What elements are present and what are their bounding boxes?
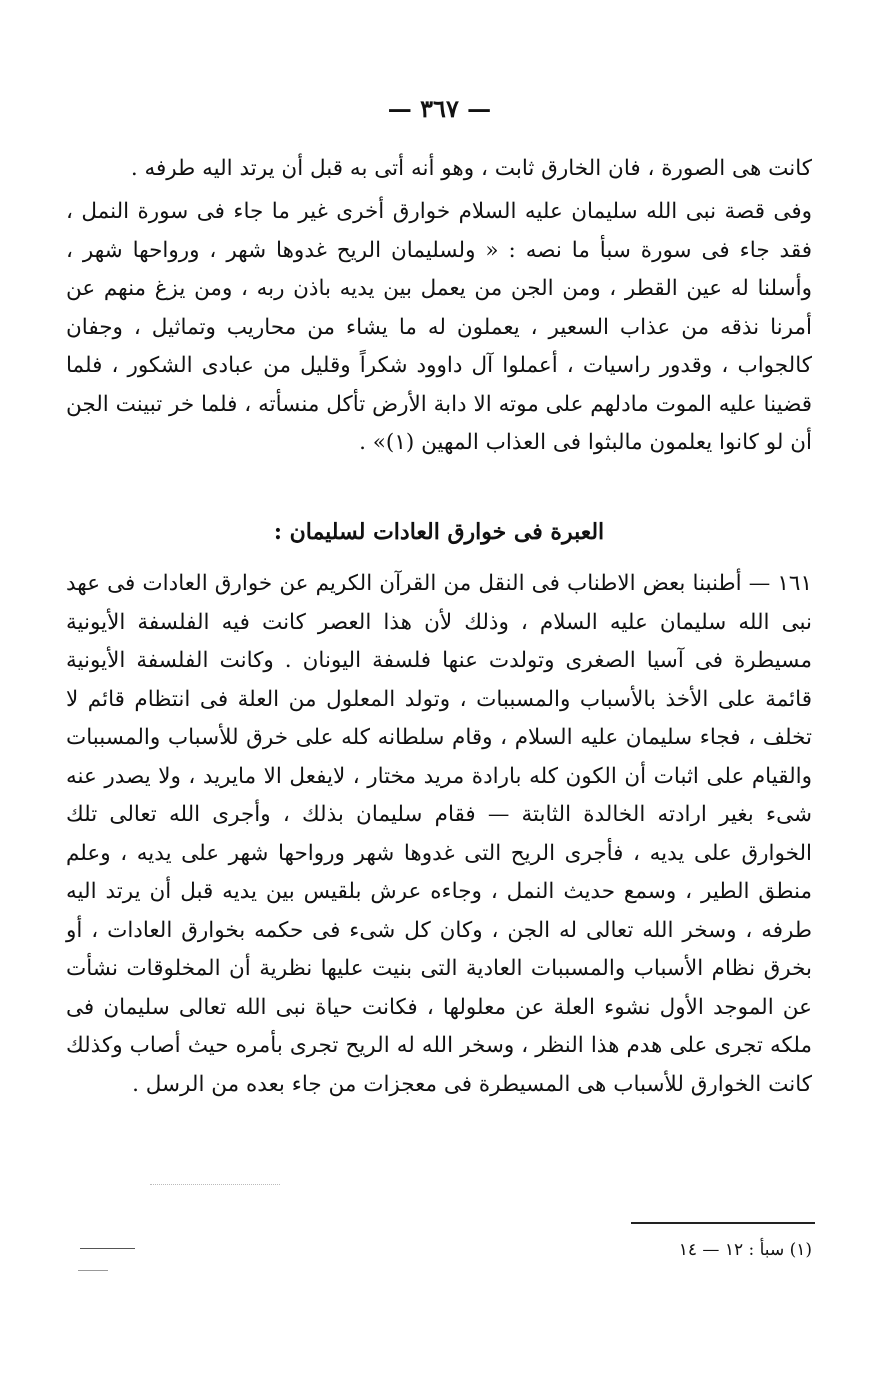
paragraph-continuation (66, 150, 812, 189)
paragraph-text: ١٦١ — أطنبنا بعض الاطناب فى النقل من القرآن الكريم عن خوارق العادات فى عهد نبى الله سليمان عليه السلام ، وذلك لأن هذا العصر كانت فيه الفلسفة الأيونية مسيطرة فى آسيا الصغرى وتولدت عنها فلسفة اليونان . وكانت الفلسفة الأيونية قائمة على الأخذ بالأسباب والمسببات ، وتولد المعلول من العلة فى انتظام قائم لا تخلف ، فجاء سليمان عليه السلام ، وقام سلطانه كله على خرق للأسباب والمسببات والقيام على اثبات أن الكون كله بارادة مريد مختار ، لايفعل الا مايريد ، ولا يصدر عنه شىء بغير ارادته الخالدة الثابتة — فقام سليمان بذلك ، وأجرى الله تعالى تلك الخوارق على يديه ، فأجرى الريح التى غدوها شهر ورواحها شهر على يديه ، وعلم منطق الطير ، وسمع حديث النمل ، وجاءه عرش بلقيس بين يديه قبل أن يرتد اليه طرفه ، وسخر الله تعالى له الجن ، وكان كل شىء فى حكمه بخوارق العادات ، أو بخرق نظام الأسباب والمسببات العادية التى بنيت عليها نظرية أن المخلوقات نشأت عن الموجد الأول نشوء العلة عن معلولها ، فكانت حياة نبى الله تعالى سليمان فى ملكه تجرى على هدم هذا النظر ، وسخر الله له الريح تجرى بأمره حيث أصاب وكذلك كانت الخوارق للأسباب هى المسيطرة فى معجزات من جاء بعده من الرسل . (66, 571, 812, 1097)
scan-artifact (80, 1248, 135, 1249)
footnote-divider (631, 1222, 815, 1224)
page-number: — ٣٦٧ — (387, 94, 492, 123)
footnote: (١) سبأ : ١٢ — ١٤ (678, 1240, 812, 1260)
paragraph-sulaiman-quran (66, 193, 812, 463)
scan-artifact (78, 1270, 108, 1271)
section-heading: العبرة فى خوارق العادات لسليمان : (273, 519, 605, 545)
scan-artifact (150, 1184, 280, 1185)
paragraph-161 (66, 565, 812, 1104)
paragraph-text: وفى قصة نبى الله سليمان عليه السلام خوارق أخرى غير ما جاء فى سورة النمل ، فقد جاء فى سورة سبأ ما نصه : « ولسليمان الريح غدوها شهر ، ورواحها شهر ، وأسلنا له عين القطر ، ومن الجن من يعمل بين يديه باذن ربه ، ومن يزغ منهم عن أمرنا نذقه من عذاب السعير ، يعملون له ما يشاء من محاريب وتماثيل ، وجفان كالجواب ، وقدور راسيات ، أعملوا آل داوود شكراً وقليل من عبادى الشكور ، فلما قضينا عليه الموت مادلهم على موته الا دابة الأرض تأكل منسأته ، فلما خر تبينت الجن أن لو كانوا يعلمون مالبثوا فى العذاب المهين (١)» . (66, 199, 812, 455)
paragraph-text: كانت هى الصورة ، فان الخارق ثابت ، وهو أنه أتى به قبل أن يرتد اليه طرفه . (130, 156, 812, 181)
